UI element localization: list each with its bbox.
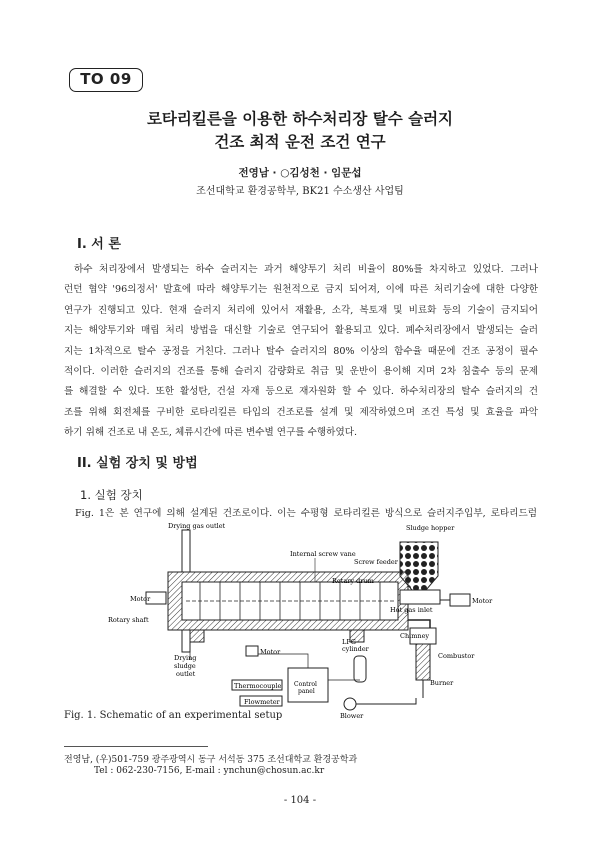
paragraph-line: 연구가 진행되고 있다. 현재 슬러지 처리에 있어서 재활용, 소각, 복토재 및 비료화 등의 기술이 금지되어	[64, 304, 538, 316]
paragraph-line: 런던 협약 '96의정서' 발효에 따라 해양투기는 원천적으로 금지 되어져, 이에 따른 처리기술에 대한 다양한	[64, 284, 538, 296]
chimney-label: Chimney	[400, 632, 430, 640]
paragraph-line: Fig. 1은 본 연구에 의해 설계된 건조로이다. 이는 수평형 로타리킬른 방식으로 슬러지주입부, 로타리드럼	[75, 508, 537, 519]
air-line	[356, 698, 416, 704]
subsection1-heading: 1. 실험 장치	[80, 488, 143, 502]
drying-sludge-outlet	[182, 630, 190, 652]
figure-caption: Fig. 1. Schematic of an experimental setup	[64, 710, 283, 721]
drying-sludge-outlet-label: Drying sludge outlet	[174, 654, 197, 678]
motor-left-label: Motor	[130, 595, 151, 603]
paragraph-line: 지는 해양투기와 매립 처리 방법을 대신할 기술로 연구되어 활용되고 있다. 폐수처리장에서 발생되는 슬러	[64, 325, 538, 337]
sludge-hopper	[400, 542, 438, 590]
thermocouple-label: Thermocouple	[234, 682, 282, 690]
footnote-divider	[64, 746, 208, 747]
motor-bottom	[246, 646, 258, 656]
affiliation: 조선대학교 환경공학부, BK21 수소생산 사업팀	[196, 186, 404, 197]
page-number: - 104 -	[283, 795, 317, 806]
paragraph-line: 를 해결할 수 있다. 또한 활성탄, 건설 자재 등으로 재자원화 할 수 있다. 하수처리장의 탈수 슬러지의 건	[64, 386, 538, 398]
blower-label: Blower	[340, 712, 364, 720]
paper-title-line1: 로타리킬른을 이용한 하수처리장 탈수 슬러지	[146, 110, 454, 128]
drying-gas-outlet-label: Drying gas outlet	[168, 522, 226, 530]
screw-feeder	[400, 590, 440, 604]
motor-right	[450, 594, 470, 606]
paper-title-line2: 건조 최적 운전 조건 연구	[214, 133, 386, 151]
authors: 전영남 · ○김성천 · 임문섭	[238, 167, 362, 179]
support-left	[190, 630, 204, 642]
sludge-hopper-label: Sludge hopper	[406, 524, 455, 532]
section2-paragraph	[75, 484, 537, 524]
section2-heading: II. 실험 장치 및 방법	[77, 456, 198, 471]
footnote-contact: Tel : 062-230-7156, E-mail : ynchun@chosun.ac.kr	[94, 766, 325, 776]
burner-label: Burner	[430, 679, 454, 687]
section1-paragraph	[64, 260, 538, 444]
blower	[344, 698, 356, 710]
lpg-cylinder	[354, 656, 366, 682]
experimental-setup-figure	[100, 520, 520, 720]
hot-gas-inlet-label: Hot gas inlet	[390, 606, 433, 614]
paragraph-line: 지는 1차적으로 탈수 공정을 거친다. 그러나 탈수 슬러지의 80% 이상의 함수율 때문에 건조 공정이 필수	[64, 345, 538, 357]
signal-lines	[190, 652, 360, 680]
section1-heading: I. 서 론	[77, 237, 121, 252]
combustor	[416, 644, 430, 680]
motor-right-label: Motor	[472, 597, 493, 605]
rotary-shaft-label: Rotary shaft	[108, 616, 149, 624]
paragraph-line: 하기 위해 건조로 내 온도, 체류시간에 따른 변수별 연구를 수행하였다.	[64, 427, 358, 439]
paragraph-line: 적이다. 이러한 슬러지의 건조를 통해 슬러지 감량화로 취급 및 운반이 용이해 지며 2차 침출수 등의 문제	[64, 366, 538, 378]
lpg-cylinder-label: LPG cylinder	[342, 638, 369, 653]
rotary-drum-label: Rotary drum	[332, 577, 374, 585]
screw-feeder-label: Screw feeder	[354, 558, 398, 566]
footnote-address: 전영남, (우)501-759 광주광역시 동구 서석동 375 조선대학교 환경공학과	[64, 755, 358, 765]
internal-screw-vane-label: Internal screw vane	[290, 550, 356, 558]
motor-bottom-label: Motor	[260, 648, 281, 656]
session-code-badge: TO 09	[69, 68, 143, 92]
flowmeter-label: Flowmeter	[244, 698, 280, 706]
drying-gas-outlet-pipe	[182, 530, 190, 572]
paragraph-line: 조를 위해 회전체를 구비한 로타리킬른 타입의 건조로를 설계 및 제작하였으며 조건 특성 및 효율을 파악	[64, 406, 538, 418]
combustor-label: Combustor	[438, 652, 475, 660]
paragraph-line: 하수 처리장에서 발생되는 하수 슬러지는 과거 해양투기 처리 비율이 80%를 차지하고 있었다. 그러나	[74, 264, 538, 275]
control-panel-label: Control panel	[294, 681, 317, 695]
